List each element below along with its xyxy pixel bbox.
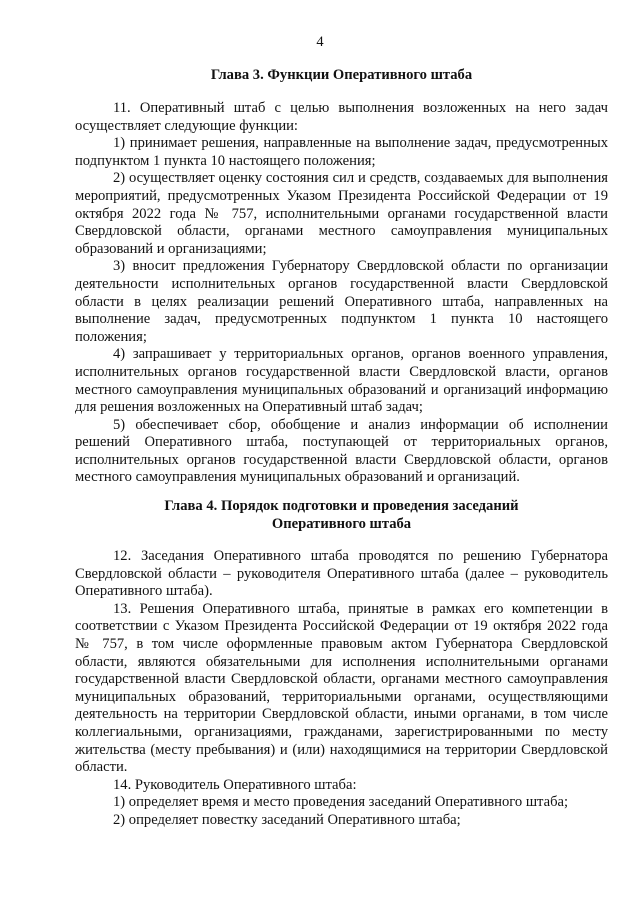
chapter-3-body	[75, 100, 608, 487]
paragraph-11-item-1: 1) принимает решения, направленные на выполнение задач, предусмотренных подпунктом 1 пункта 10 настоящего положения;	[75, 135, 608, 169]
paragraph-11: 11. Оперативный штаб с целью выполнения возложенных на него задач осуществляет следующие функции:	[75, 100, 608, 134]
chapter-3-heading	[75, 66, 608, 84]
chapter-4-title-line-2: Оперативного штаба	[271, 516, 412, 532]
chapter-4-heading	[75, 497, 608, 533]
paragraph-14-item-2: 2) определяет повестку заседаний Оперативного штаба;	[113, 811, 461, 828]
chapter-3-title: Глава 3. Функции Оперативного штаба	[210, 67, 473, 83]
paragraph-13: 13. Решения Оперативного штаба, принятые в рамках его компетенции в соответствии с Указом Президента Российской Федерации от 19 октября 2022 года № 757, в том числе оформленные правовым актом Губернатора Свердловской области, являются обязательными для исполнения исполнительными органами государственной власти Свердловской области, органами местного самоуправления муниципальных образований, территориальными органами, осуществляющими деятельность на территории Свердловской области, иными органами, в том числе коллегиальными, организациями, гражданами, зарегистрированными по месту жительства (месту пребывания) и (или) находящимися на территории Свердловской области.	[75, 600, 608, 776]
paragraph-11-item-2: 2) осуществляет оценку состояния сил и средств, создаваемых для выполнения мероприятий, предусмотренных Указом Президента Российской Федерации от 19 октября 2022 года № 757, исполнительными органами государственной власти Свердловской области, органами местного самоуправления муниципальных образований и организациями;	[75, 170, 608, 257]
paragraph-11-item-3: 3) вносит предложения Губернатору Свердловской области по организации деятельности исполнительных органов государственной власти Свердловской области в целях реализации решений Оперативного штаба, направленных на выполнение задач, предусмотренных подпунктом 1 пункта 10 настоящего положения;	[75, 258, 608, 345]
paragraph-12: 12. Заседания Оперативного штаба проводятся по решению Губернатора Свердловской области – руководителя Оперативного штаба (далее – руководитель Оперативного штаба).	[75, 548, 608, 600]
paragraph-14: 14. Руководитель Оперативного штаба:	[113, 776, 357, 793]
paragraph-11-item-5: 5) обеспечивает сбор, обобщение и анализ информации об исполнении решений Оперативного штаба, поступающей от территориальных органов, исполнительных органов государственной власти Свердловской области, органов местного самоуправления муниципальных образований и организаций.	[75, 416, 608, 486]
chapter-4-title-line-1: Глава 4. Порядок подготовки и проведения заседаний	[164, 498, 519, 514]
paragraph-14-item-1: 1) определяет время и место проведения заседаний Оперативного штаба;	[113, 794, 569, 811]
paragraph-11-item-4: 4) запрашивает у территориальных органов, органов военного управления, исполнительных органов государственной власти Свердловской власти, органов местного самоуправления муниципальных образований и организаций информацию для решения возложенных на Оперативный штаб задач;	[75, 346, 608, 416]
chapter-4-body	[75, 548, 608, 830]
page-number: 4	[316, 34, 324, 50]
